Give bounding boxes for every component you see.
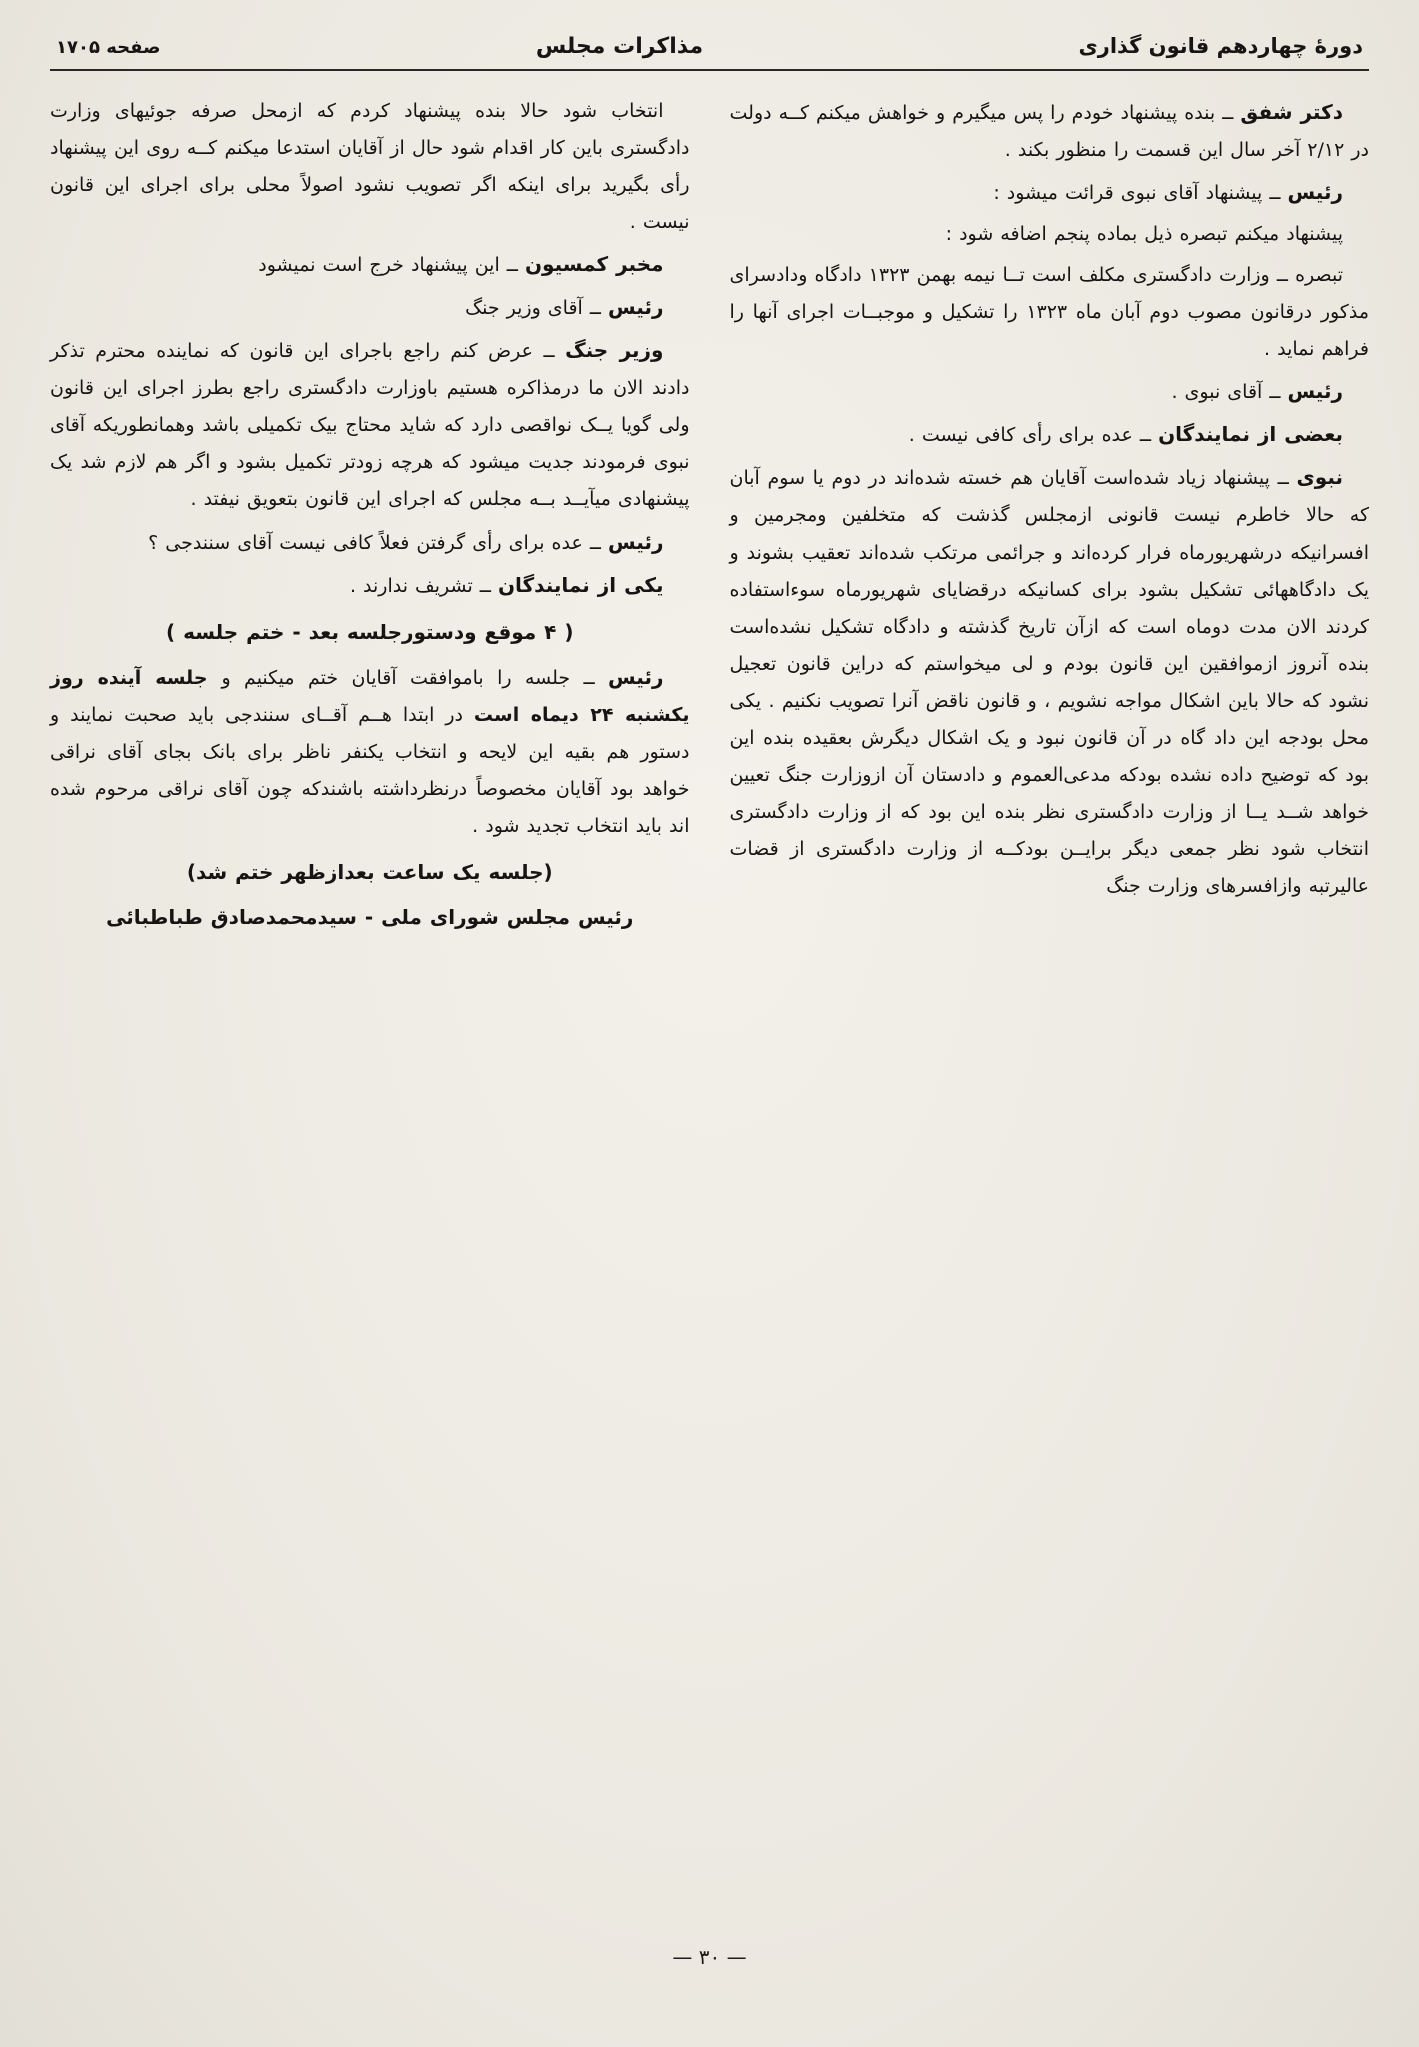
paragraph-text — [350, 575, 473, 597]
paragraph-text — [148, 532, 583, 554]
header-title: مذاکرات مجلس — [535, 34, 704, 59]
paragraph — [730, 372, 1370, 411]
speaker-name: رئیس — [608, 664, 664, 689]
text-segment: پیشنهاد زیاد شده‌است آقایان هم خسته شده‌اند در دوم یا سوم آبان که حالا خاطرم نیست قانونی ازمجلس گذشت که متخلفین ومجرمین و افسرانیکه درشهریورماه فرار کرده‌اند و جرائمی مرتکب شده‌اند تعقیب بشوند و یک دادگاههائی تشکیل بشود برای کسانیکه درقضایای شهریورماه سوءاستفاده کردند الان مدت دوماه است که ازآن تاریخ گذشته و دادگاه تشکیل نشده‌است بنده آنروز ازموافقین این قانون بودم و لی میخواستم که دراین قانون تعجیل نشود که حالا باین اشکال مواجه نشویم ، و قانون ناقض آنرا تصویب نکنیم . یکی محل بودجه این داد گاه در آن قانون نبود و یک اشکال دیگرش بعقیده بنده این بود که توضیح داده نشده بودکه مدعی‌العموم و دادستان آن ازوزارت جنگ تعیین خواهد شــد یــا از وزارت دادگستری نظر بنده این بود که از وزارت دادگستری انتخاب شود نظر جمعی دیگر برایــن بودکــه از وزارت دادگستری از قضات عالیرتبه وازافسرهای وزارت جنگ — [729, 467, 1369, 897]
text-segment: تشریف ندارند . — [349, 574, 473, 597]
paragraph-text — [50, 100, 690, 233]
speaker-name: رئیس — [608, 529, 664, 554]
speaker-separator: ــ — [1269, 467, 1297, 490]
text-columns — [50, 93, 1369, 941]
paragraph-text — [106, 905, 633, 929]
paragraph-text — [993, 182, 1262, 204]
speaker-separator: ــ — [582, 531, 609, 554]
speaker-separator: ــ — [1262, 182, 1288, 205]
paragraph-text — [909, 424, 1133, 446]
text-segment: آقای نبوی . — [1171, 381, 1263, 404]
speaker-name: دکتر شفق — [1240, 100, 1343, 124]
paragraph — [50, 566, 690, 605]
speaker-name: مخبر کمسیون — [524, 252, 664, 277]
text-segment: پیشنهاد میکنم تبصره ذیل بماده پنجم اضافه شود : — [945, 223, 1343, 246]
speaker-separator: ــ — [582, 297, 609, 320]
header-legislative-period: دورهٔ چهاردهم قانون گذاری — [1078, 34, 1363, 58]
paragraph-text — [1171, 381, 1262, 403]
paragraph — [50, 288, 690, 327]
speaker-name: نبوی — [1296, 465, 1343, 490]
speaker-separator: ــ — [570, 666, 609, 689]
paragraph-text — [730, 467, 1370, 897]
paragraph — [730, 216, 1370, 253]
text-segment: این پیشنهاد خرج است نمیشود — [258, 254, 500, 277]
text-segment: ( ۴ موقع ودستورجلسه بعد - ختم جلسه ) — [166, 619, 574, 644]
paragraph-text — [50, 664, 690, 837]
paragraph — [730, 415, 1370, 454]
text-segment: بنده پیشنهاد خودم را پس میگیرم و خواهش میکنم کــه دولت در ۲/۱۲ آخر سال این قسمت را منظور بکند . — [729, 102, 1369, 162]
paragraph — [50, 658, 690, 845]
text-segment: عده برای رأی گرفتن فعلاً کافی نیست آقای سنندجی ؟ — [148, 531, 583, 554]
text-segment: تبصره ــ وزارت دادگستری مکلف است تــا نیمه بهمن ۱۳۲۳ دادگاه ودادسرای مذکور درقانون مصوب دوم آبان ماه ۱۳۲۳ را تشکیل و موجبــات اجرای آنها را فراهم نماید . — [729, 264, 1370, 361]
text-segment: جلسه آینده روز یکشنبه ۲۴ دیماه است — [50, 666, 690, 726]
paragraph-text — [730, 264, 1370, 360]
paragraph — [50, 93, 690, 241]
speaker-name: وزیر جنگ — [565, 338, 664, 363]
speaker-separator: ــ — [532, 340, 566, 363]
paragraph-text — [166, 620, 574, 644]
speaker-separator: ــ — [499, 254, 525, 277]
page-header — [50, 30, 1369, 71]
paragraph — [730, 173, 1370, 212]
paragraph — [730, 257, 1370, 368]
page-number: — ۳۰ — — [672, 1945, 747, 1969]
text-segment: انتخاب شود حالا بنده پیشنهاد کردم که ازمحل صرفه جوئیهای وزارت دادگستری باین کار اقدام شود حال از آقایان استدعا میکنم کــه روی این پیشنهاد رأی بگیرید برای اینکه اگر تصویب نشود اصولاً محلی برای اجرای این قانون نیست . — [50, 100, 690, 234]
text-segment: جلسه را باموافقت آقایان ختم میکنیم و — [221, 666, 571, 689]
paragraph-text — [187, 860, 553, 884]
speaker-name: یکی از نمایندگان — [497, 572, 664, 597]
speaker-separator: ــ — [1215, 102, 1241, 124]
column-right — [730, 93, 1370, 909]
paragraph — [50, 331, 690, 518]
paragraph-text — [258, 254, 499, 276]
paragraph — [50, 853, 690, 892]
speaker-separator: ــ — [1132, 424, 1159, 447]
speaker-name: رئیس — [608, 295, 664, 320]
text-segment: (جلسه یک ساعت بعدازظهر ختم شد) — [186, 859, 553, 884]
text-segment: عرض کنم راجع باجرای این قانون که نماینده محترم تذکر دادند الان ما درمذاکره هستیم باوزارت دادگستری راجع بطرز اجرای این قانون ولی گویا یــک نواقصی دارد که شاید محتاج بیک تکمیلی باشد وهمانطوریکه آقای نبوی فرمودند جدیت میشود که هرچه زودتر تکمیل بشود و اگر هم لازم شد یک پیشنهادی میآیــد بــه مجلس که اجرای این قانون بتعویق نیفتد . — [50, 340, 690, 511]
text-segment: آقای وزیر جنگ — [465, 297, 583, 320]
paragraph — [730, 93, 1370, 169]
speaker-name: بعضی از نمایندگان — [1158, 422, 1343, 447]
speaker-name: رئیس — [1287, 379, 1343, 404]
paragraph-text — [465, 297, 583, 319]
speaker-separator: ــ — [1262, 381, 1288, 404]
paragraph — [50, 613, 690, 652]
column-left — [50, 93, 690, 941]
header-page-label: صفحه ۱۷۰۵ — [56, 37, 161, 58]
paragraph-text — [946, 223, 1343, 245]
speaker-name: رئیس — [1287, 180, 1343, 205]
text-segment: پیشنهاد آقای نبوی قرائت میشود : — [993, 182, 1263, 205]
paragraph — [50, 523, 690, 562]
speaker-separator: ــ — [472, 574, 498, 597]
paragraph — [50, 245, 690, 284]
text-segment: عده برای رأی کافی نیست . — [908, 424, 1133, 447]
paragraph — [730, 458, 1370, 905]
paragraph — [50, 898, 690, 937]
text-segment: در ابتدا هــم آقــای سنندجی باید صحبت نمایند و دستور هم بقیه این لایحه و انتخاب یکنفر ناظر برای بانک بجای آقای نراقی خواهد بود آقایان مخصوصاً درنظرداشته باشندکه چون آقای نراقی مرحوم شده اند باید انتخاب تجدید شود . — [50, 703, 690, 837]
paragraph-text — [50, 340, 690, 510]
text-segment: رئیس مجلس شورای ملی - سیدمحمدصادق طباطبائی — [106, 904, 634, 929]
